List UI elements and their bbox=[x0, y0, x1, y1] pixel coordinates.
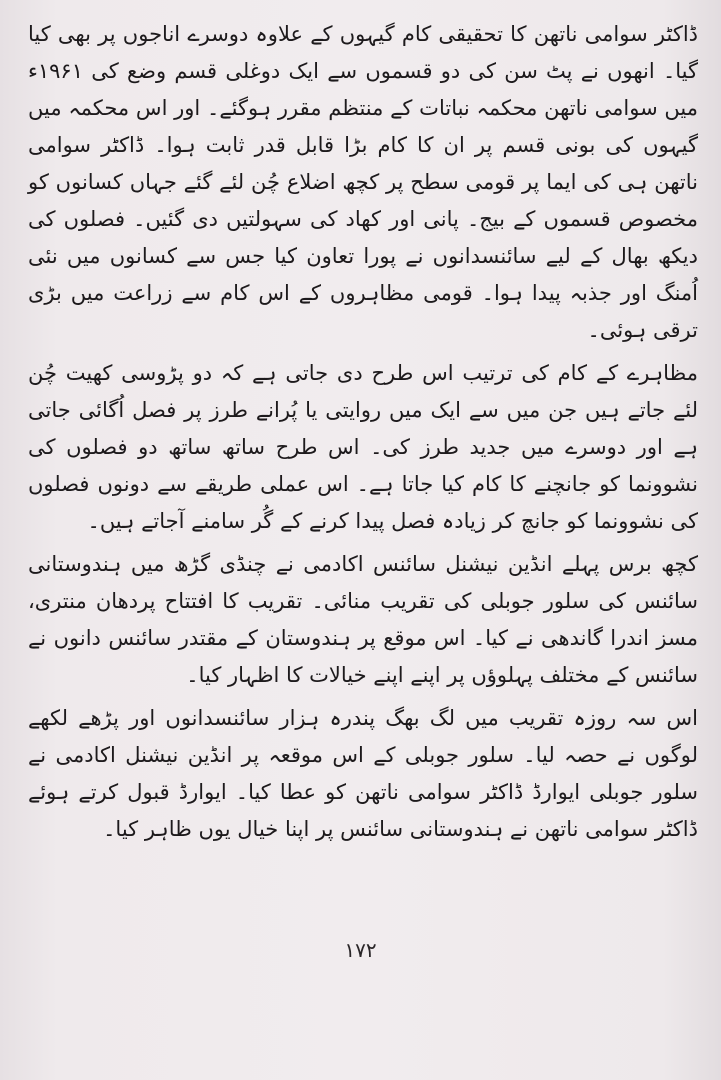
paragraph-2: مظاہرے کے کام کی ترتیب اس طرح دی جاتی ہے کہ دو پڑوسی کھیت چُن لئے جاتے ہیں جن میں سے ایک میں روایتی یا پُرانے طرز پر فصل اُگائی جاتی ہے اور دوسرے میں جدید طرز کی۔ اس طرح ساتھ ساتھ دو فصلوں کی نشوونما کو جانچنے کا کام کیا جاتا ہے۔ اس عملی طریقے سے دونوں فصلوں کی نشوونما کو جانچ کر زیادہ فصل پیدا کرنے کے گُر سامنے آجاتے ہیں۔ bbox=[28, 361, 698, 533]
paragraph-3: کچھ برس پہلے انڈین نیشنل سائنس اکادمی نے چنڈی گڑھ میں ہندوستانی سائنس کی سلور جوبلی کی تقریب منائی۔ تقریب کا افتتاح پردھان منتری، مسز اندرا گاندھی نے کیا۔ اس موقع پر ہندوستان کے مقتدر سائنس دانوں نے سائنس کے مختلف پہلوؤں پر اپنے اپنے خیالات کا اظہار کیا۔ bbox=[28, 552, 698, 687]
paragraph-1: ڈاکٹر سوامی ناتھن کا تحقیقی کام گیہوں کے علاوہ دوسرے اناجوں پر بھی کیا گیا۔ انھوں نے پٹ سن کی دو قسموں سے ایک دوغلی قسم وضع کی ۱۹۶۱ء میں سوامی ناتھن محکمہ نباتات کے منتظم مقرر ہوگئے۔ اور اس محکمہ میں گیہوں کی بونی قسم پر ان کا کام بڑا قابل قدر ثابت ہوا۔ ڈاکٹر سوامی ناتھن ہی کی ایما پر قومی سطح پر کچھ اضلاع چُن لئے گئے جہاں کسانوں کو مخصوص قسموں کے بیج۔ پانی اور کھاد کی سہولتیں دی گئیں۔ فصلوں کی دیکھ بھال کے لیے سائنسدانوں نے پورا تعاون کیا جس سے کسانوں میں نئی اُمنگ اور جذبہ پیدا ہوا۔ قومی مظاہروں کے اس کام سے زراعت میں بڑی ترقی ہوئی۔ bbox=[28, 22, 698, 342]
page-text bbox=[28, 16, 698, 854]
page-number: ۱۷۲ bbox=[344, 938, 377, 962]
paragraph-4: اس سہ روزہ تقریب میں لگ بھگ پندرہ ہزار سائنسدانوں اور پڑھے لکھے لوگوں نے حصہ لیا۔ سلور جوبلی کے اس موقعہ پر انڈین نیشنل اکادمی نے سلور جوبلی ایوارڈ ڈاکٹر سوامی ناتھن کو عطا کیا۔ ایوارڈ قبول کرتے ہوئے ڈاکٹر سوامی ناتھن نے ہندوستانی سائنس پر اپنا خیال یوں ظاہر کیا۔ bbox=[28, 706, 698, 841]
